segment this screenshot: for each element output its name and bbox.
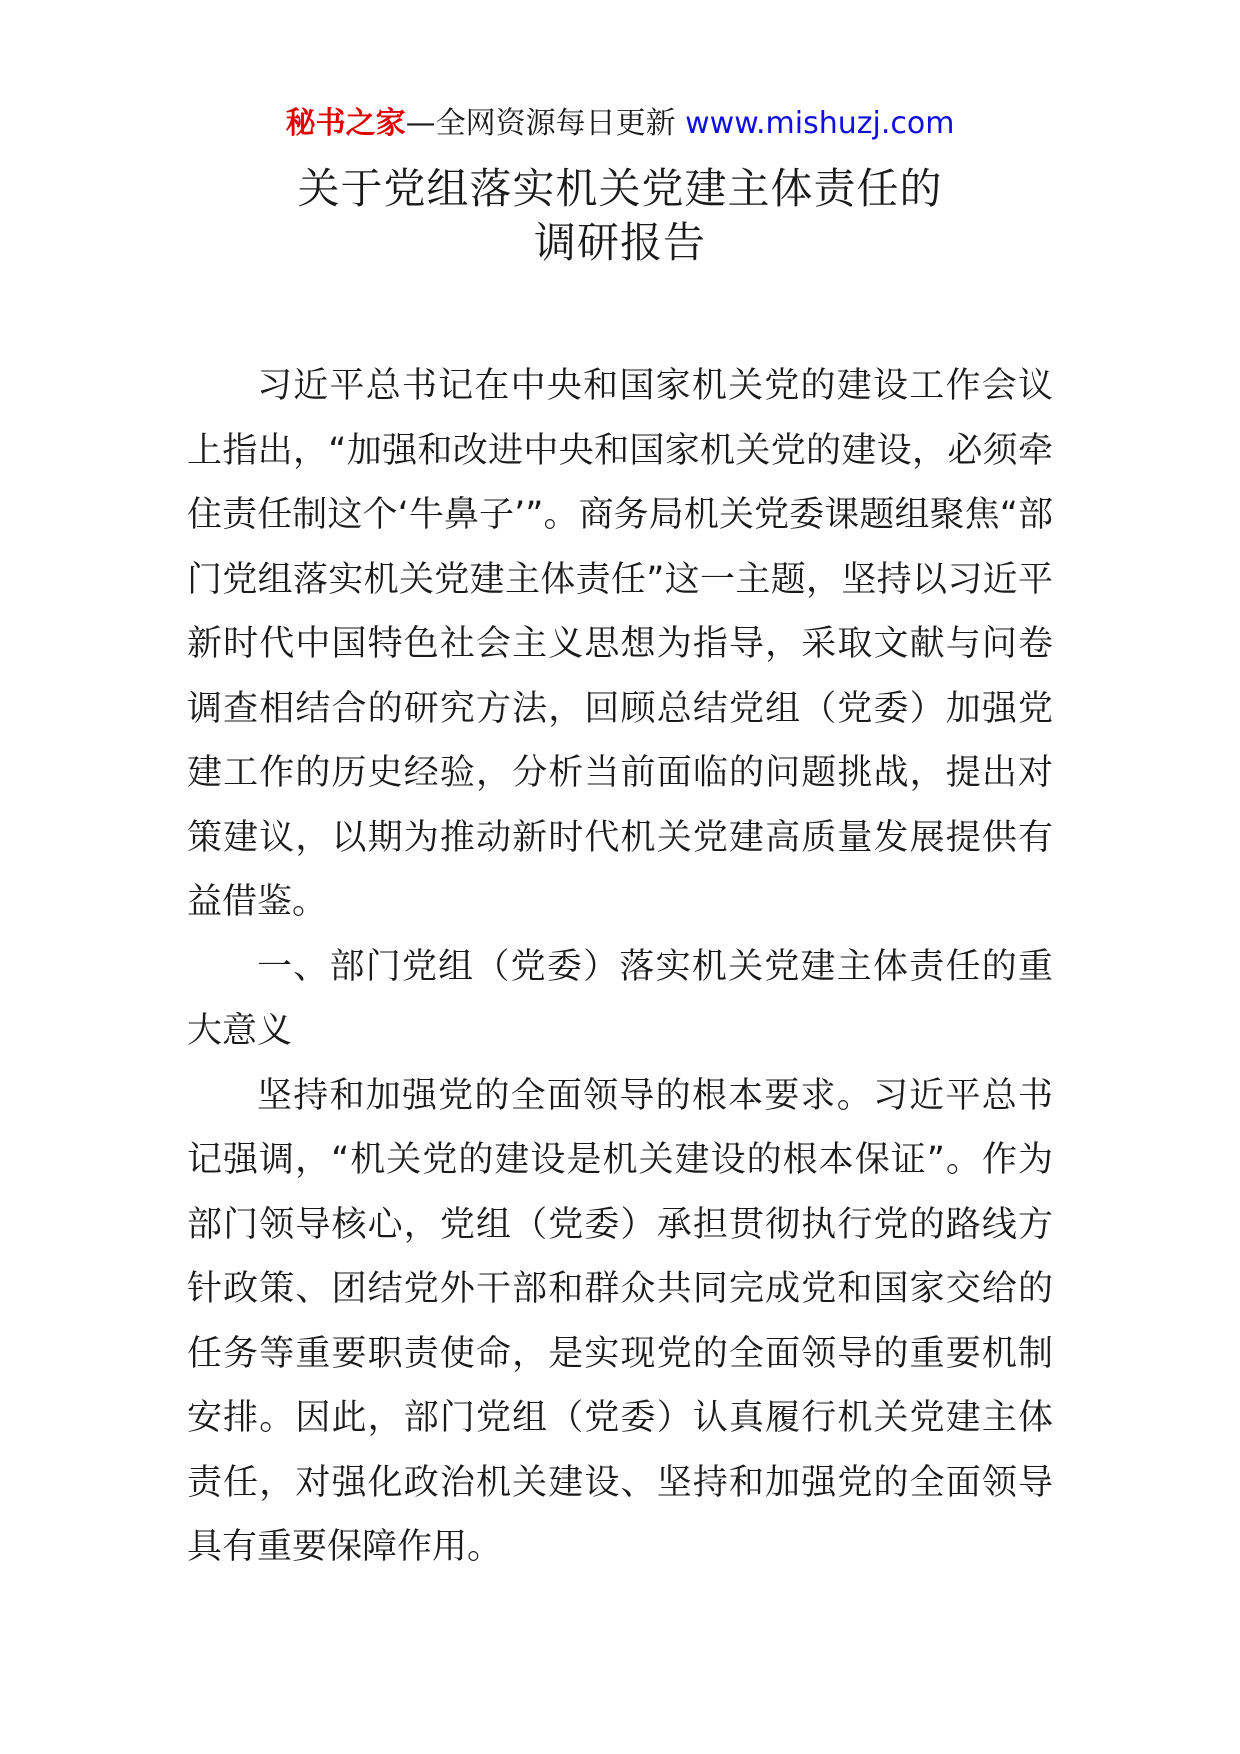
intro-paragraph: 习近平总书记在中央和国家机关党的建设工作会议上指出，“加强和改进中央和国家机关党的建设，必须牵住责任制这个‘牛鼻子’”。商务局机关党委课题组聚焦“部门党组落实机关党建主体责任”这一主题，坚持以习近平新时代中国特色社会主义思想为指导，采取文献与问卷调查相结合的研究方法，回顾总结党组（党委）加强党建工作的历史经验，分析当前面临的问题挑战，提出对策建议，以期为推动新时代机关党建高质量发展提供有益借鉴。 <box>187 366 1053 922</box>
document-title <box>0 162 1240 270</box>
site-header <box>0 104 1240 144</box>
document-body <box>187 354 1053 1580</box>
section-heading: 一、部门党组（党委）落实机关党建主体责任的重大意义 <box>187 946 1053 1051</box>
site-url-link[interactable]: www.mishuzj.com <box>685 106 955 141</box>
section-paragraph: 坚持和加强党的全面领导的根本要求。习近平总书记强调，“机关党的建设是机关建设的根本保证”。作为部门领导核心，党组（党委）承担贯彻执行党的路线方针政策、团结党外干部和群众共同完成党和国家交给的任务等重要职责使命，是实现党的全面领导的重要机制安排。因此，部门党组（党委）认真履行机关党建主体责任，对强化政治机关建设、坚持和加强党的全面领导具有重要保障作用。 <box>187 1075 1053 1567</box>
brand-name: 秘书之家 <box>285 106 406 141</box>
title-line-2: 调研报告 <box>533 218 706 267</box>
title-line-1: 关于党组落实机关党建主体责任的 <box>297 164 943 213</box>
header-tagline: —全网资源每日更新 <box>405 106 676 141</box>
